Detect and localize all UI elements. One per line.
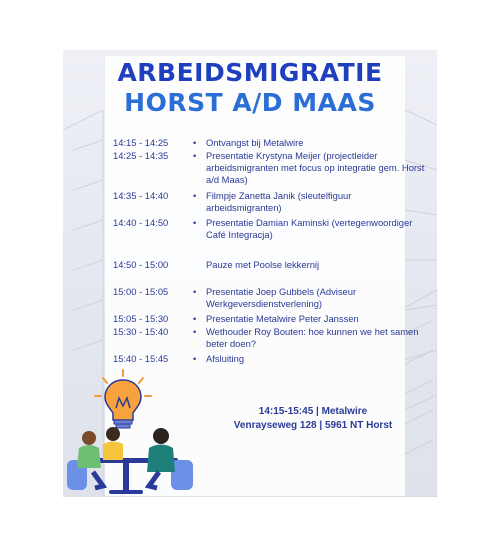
schedule-description: Ontvangst bij Metalwire: [206, 137, 304, 148]
schedule-time: 14:15 - 14:25: [113, 137, 169, 148]
schedule-time: 15:00 - 15:05: [113, 286, 169, 297]
schedule-time: 15:30 - 15:40: [113, 326, 169, 337]
schedule-time: 14:50 - 15:00: [113, 259, 169, 270]
event-poster: [63, 50, 437, 497]
bullet: •: [193, 286, 197, 297]
schedule-time: 14:25 - 14:35: [113, 150, 169, 161]
people-at-table-illustration: [63, 368, 203, 497]
schedule-description: Presentatie Metalwire Peter Janssen: [206, 313, 359, 324]
schedule-time: 14:40 - 14:50: [113, 217, 169, 228]
schedule-description: Presentatie Krystyna Meijer (projectleider arbeidsmigranten met focus op integratie gem. Horst a/d Maas): [206, 150, 425, 185]
event-address: Venrayseweg 128 | 5961 NT Horst: [233, 420, 393, 431]
bullet: •: [193, 313, 197, 324]
lightbulb-icon: [95, 370, 151, 428]
page-subtitle: HORST A/D MAAS: [124, 88, 376, 117]
schedule-description: Afsluiting: [206, 353, 245, 364]
event-time-location: 14:15-15:45 | Metalwire: [258, 406, 368, 417]
bullet: •: [193, 150, 197, 161]
schedule-description: Filmpje Zanetta Janik (sleutelfiguur arbeidsmigranten): [206, 190, 352, 213]
schedule-description: Presentatie Joep Gubbels (Adviseur Werkgeversdienstverlening): [206, 286, 357, 309]
schedule-time: 14:35 - 14:40: [113, 190, 169, 201]
bullet: •: [193, 353, 197, 364]
bullet: •: [193, 137, 197, 148]
bullet: •: [193, 217, 197, 228]
bullet: •: [193, 190, 197, 201]
schedule-description: Pauze met Poolse lekkernij: [206, 259, 320, 270]
schedule-description: Presentatie Damian Kaminski (vertegenwoordiger Café Integracja): [206, 217, 413, 240]
schedule-description: Wethouder Roy Bouten: hoe kunnen we het samen beter doen?: [206, 326, 419, 349]
page-title: ARBEIDSMIGRATIE: [117, 58, 383, 87]
bullet: •: [193, 326, 197, 337]
schedule-time: 15:40 - 15:45: [113, 353, 169, 364]
schedule-time: 15:05 - 15:30: [113, 313, 169, 324]
